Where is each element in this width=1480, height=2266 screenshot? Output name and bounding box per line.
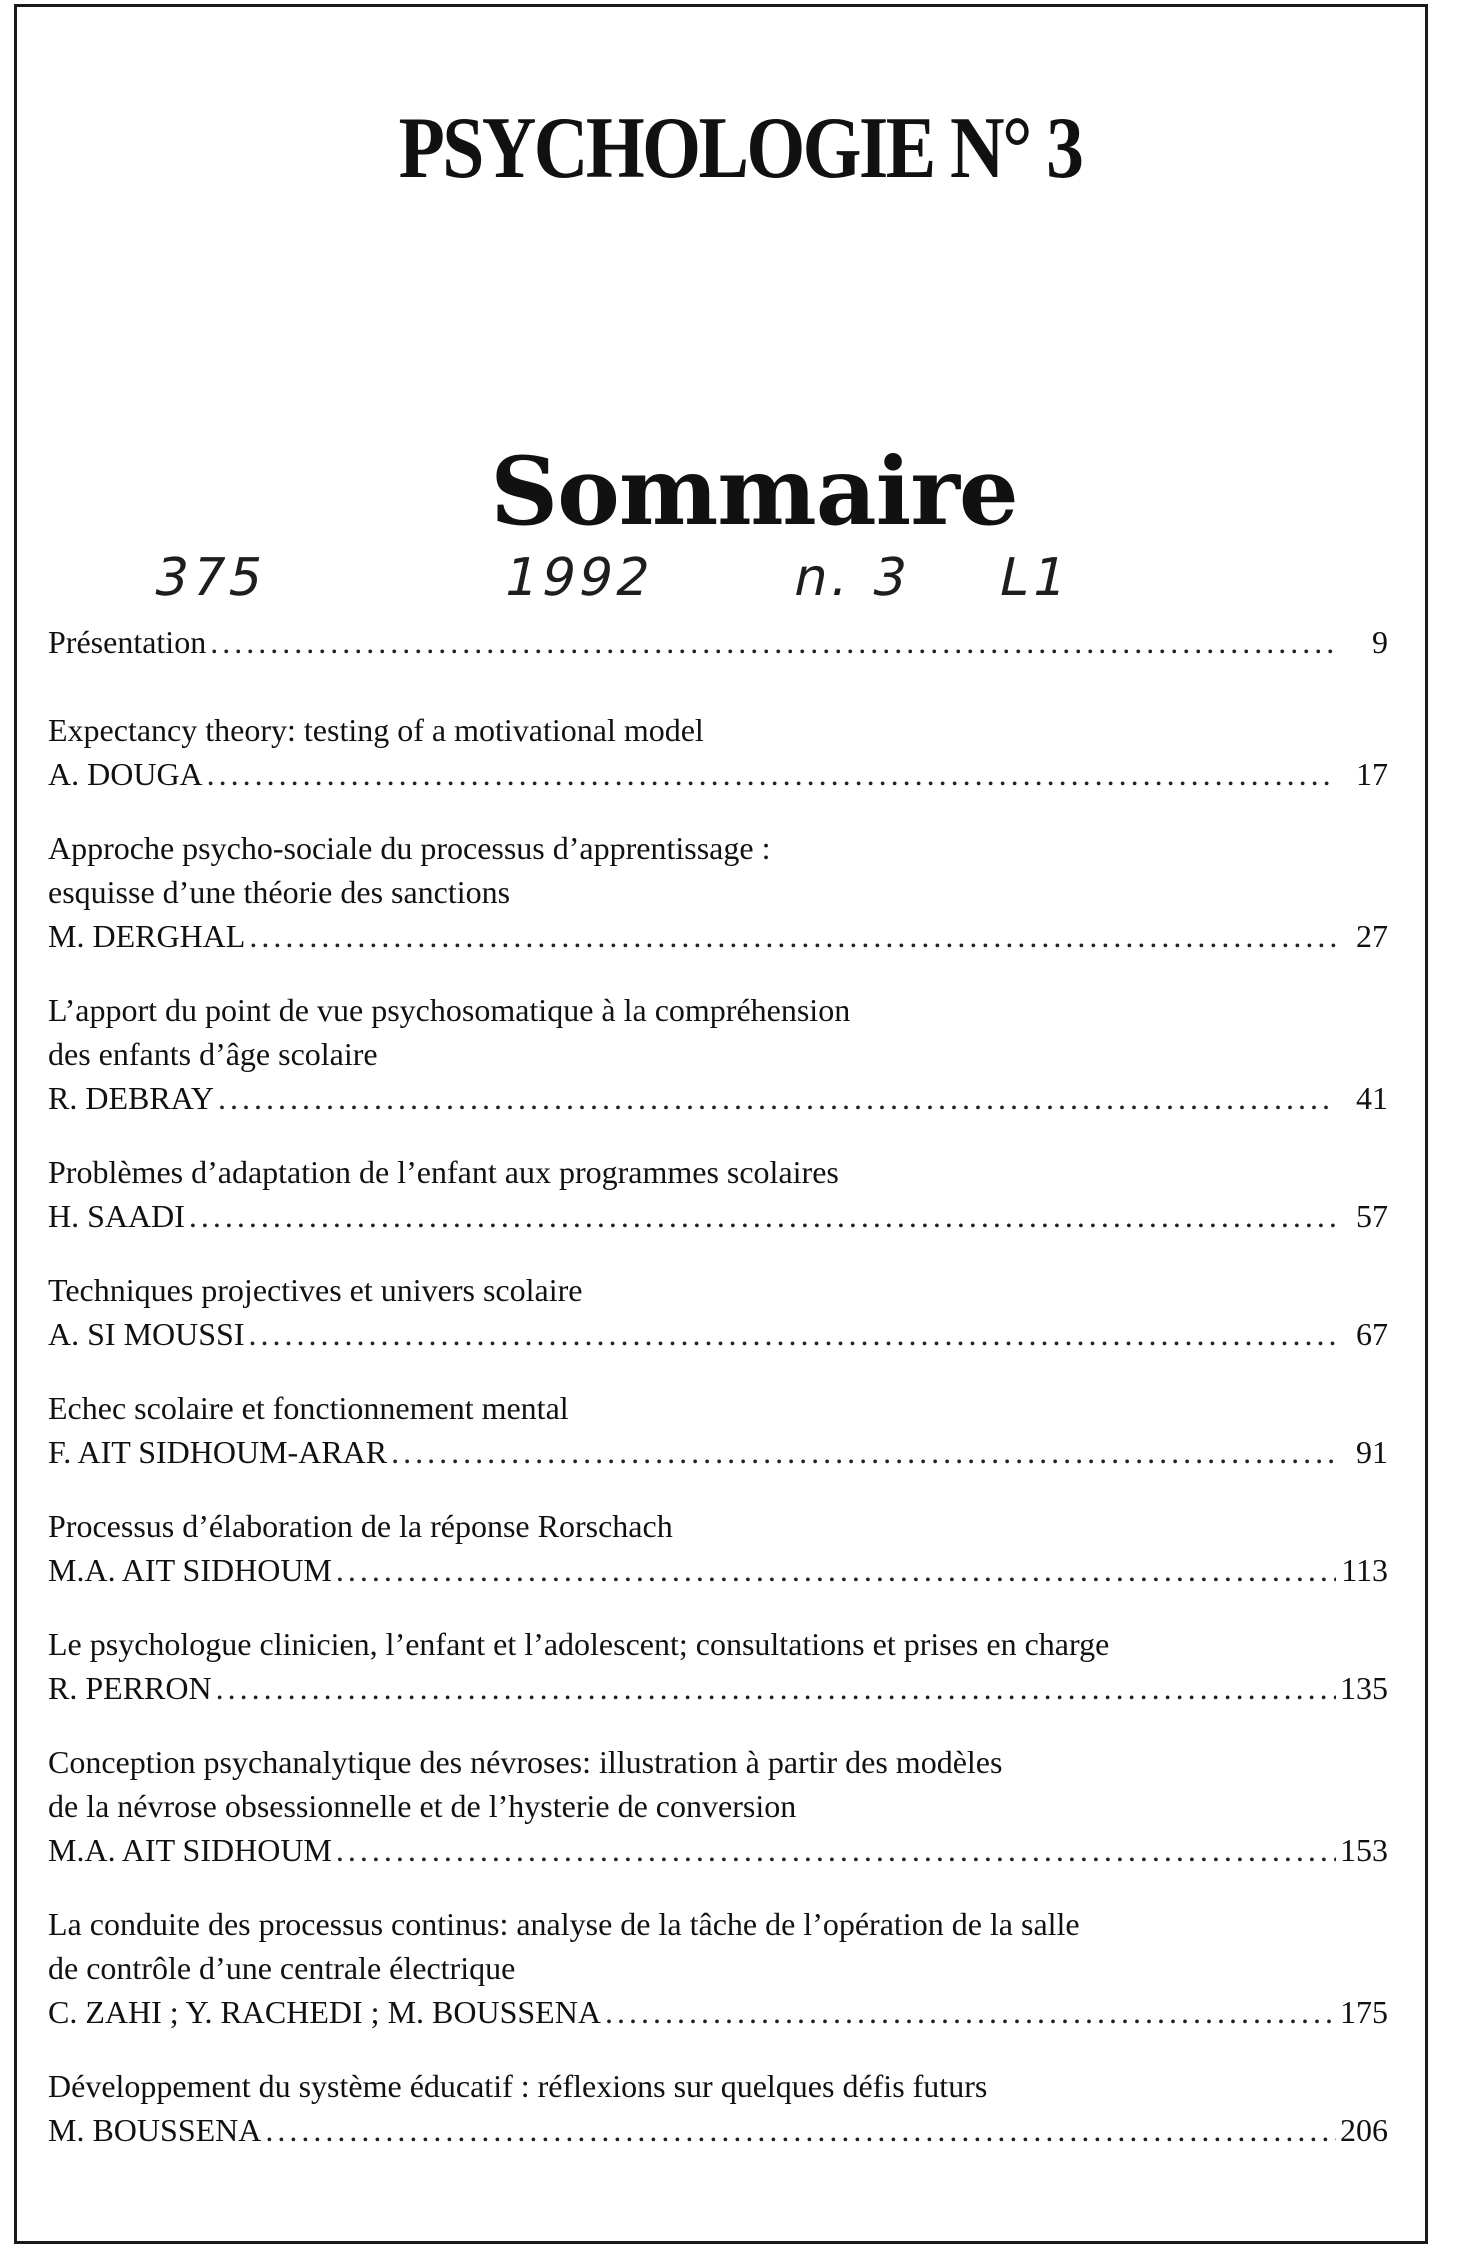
toc-entry [48,1268,1388,1356]
toc-entry-byline [48,1076,1388,1120]
toc-entry-title-continued: des enfants d’âge scolaire [48,1036,378,1072]
toc-entry-byline [48,1990,1388,2034]
toc-entry-author: F. AIT SIDHOUM-ARAR [48,1434,388,1470]
toc-entry [48,1740,1388,1872]
toc-entry [48,1902,1388,2034]
journal-title: PSYCHOLOGIE N° 3 [398,100,1082,197]
toc-entry-author: M.A. AIT SIDHOUM [48,1552,332,1588]
toc-entry-title: Conception psychanalytique des névroses: illustration à partir des modèles [48,1744,1003,1780]
toc-entry-author: R. PERRON [48,1670,212,1706]
toc-entry-title: Présentation [48,624,207,660]
dot-leader [218,1076,1336,1120]
dot-leader [189,1194,1336,1238]
toc-page-number: 57 [1356,1198,1388,1234]
toc-entry [48,2064,1388,2152]
dot-leader [249,914,1336,958]
toc-entry [48,1150,1388,1238]
toc-entry-title: Processus d’élaboration de la réponse Rorschach [48,1508,673,1544]
toc-page-number: 113 [1341,1552,1388,1588]
toc-entry [48,988,1388,1120]
dot-leader [216,1666,1336,1710]
toc-entry-title: La conduite des processus continus: analyse de la tâche de l’opération de la salle [48,1906,1080,1942]
handwritten-shelfmark-class: 375 [148,548,273,608]
dot-leader [336,1828,1336,1872]
toc-entry-title: Développement du système éducatif : réflexions sur quelques défis futurs [48,2068,988,2104]
toc-entry-byline [48,914,1388,958]
toc-page-number: 135 [1340,1670,1388,1706]
table-of-contents [48,620,1388,2152]
toc-entry-title: Expectancy theory: testing of a motivational model [48,712,704,748]
section-title: Sommaire [490,437,1018,547]
toc-page-number: 41 [1356,1080,1388,1116]
toc-entry [48,1622,1388,1710]
toc-page-number: 206 [1340,2112,1388,2148]
dot-leader [207,752,1336,796]
toc-entry-byline [48,752,1388,796]
toc-page-number: 9 [1372,624,1388,660]
toc-entry-author: A. SI MOUSSI [48,1316,245,1352]
toc-entry [48,1504,1388,1592]
toc-entry-author: A. DOUGA [48,756,203,792]
toc-entry-byline [48,1548,1388,1592]
dot-leader [210,620,1336,664]
toc-entry [48,1386,1388,1474]
toc-entry-title: Approche psycho-sociale du processus d’apprentissage : [48,830,771,866]
handwritten-shelfmark-issue: n. 3 [788,548,917,608]
toc-entry-byline [48,1430,1388,1474]
toc-entry-line [48,620,1388,664]
dot-leader [336,1548,1336,1592]
toc-entry-byline [48,1666,1388,1710]
toc-page-number: 67 [1356,1316,1388,1352]
toc-entry-author: M. BOUSSENA [48,2112,262,2148]
toc-entry-byline [48,1194,1388,1238]
toc-entry-byline [48,2108,1388,2152]
toc-entry-title: Echec scolaire et fonctionnement mental [48,1390,569,1426]
toc-entry-author: C. ZAHI ; Y. RACHEDI ; M. BOUSSENA [48,1994,601,2030]
toc-entry-title: L’apport du point de vue psychosomatique à la compréhension [48,992,851,1028]
toc-entry-title: Le psychologue clinicien, l’enfant et l’adolescent; consultations et prises en charge [48,1626,1110,1662]
handwritten-shelfmark-copy: L1 [993,548,1077,608]
toc-entry [48,620,1388,664]
toc-entry-author: M.A. AIT SIDHOUM [48,1832,332,1868]
toc-entry [48,826,1388,958]
toc-page-number: 175 [1340,1994,1388,2030]
toc-entry-author: M. DERGHAL [48,918,246,954]
toc-page-number: 91 [1356,1434,1388,1470]
toc-entry [48,708,1388,796]
toc-page-number: 153 [1340,1832,1388,1868]
toc-entry-title: Techniques projectives et univers scolaire [48,1272,583,1308]
toc-page-number: 27 [1356,918,1388,954]
toc-entry-author: H. SAADI [48,1198,185,1234]
toc-entry-byline [48,1828,1388,1872]
toc-entry-title-continued: esquisse d’une théorie des sanctions [48,874,511,910]
toc-entry-title-continued: de la névrose obsessionnelle et de l’hysterie de conversion [48,1788,797,1824]
toc-page-number: 17 [1356,756,1388,792]
toc-entry-byline [48,1312,1388,1356]
toc-entry-title-continued: de contrôle d’une centrale électrique [48,1950,516,1986]
dot-leader [248,1312,1336,1356]
dot-leader [605,1990,1336,2034]
toc-entry-title: Problèmes d’adaptation de l’enfant aux programmes scolaires [48,1154,839,1190]
toc-entry-author: R. DEBRAY [48,1080,214,1116]
handwritten-shelfmark-year: 1992 [498,548,660,608]
dot-leader [265,2108,1336,2152]
dot-leader [391,1430,1336,1474]
